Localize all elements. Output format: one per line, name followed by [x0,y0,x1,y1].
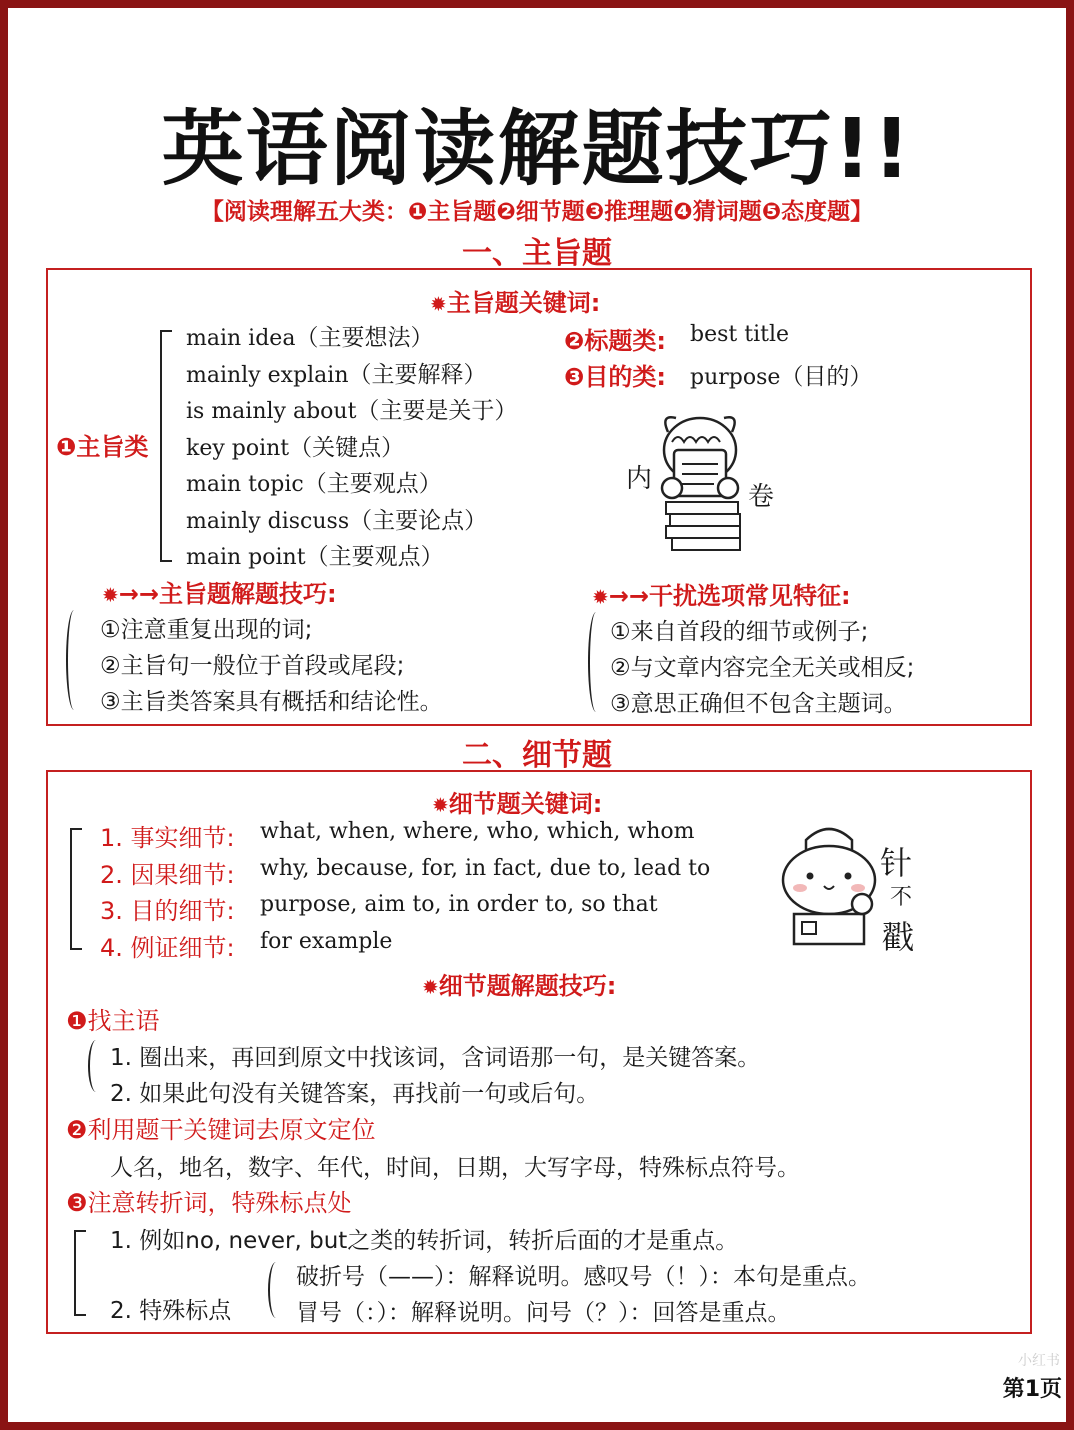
group1-item-cn: （主要论点） [349,507,488,534]
tip-item: ③主旨类答案具有概括和结论性。 [100,689,443,715]
group1-label: ❶主旨类 [56,433,149,461]
t3-head: ❸注意转折词，特殊标点处 [66,1189,352,1217]
group1-item [186,392,517,425]
section2-heading: 二、细节题 [462,738,612,773]
doodle2-char-3: 戳 [882,918,915,956]
watermark: 小红书 [1018,1353,1060,1369]
t1-item-2: 2. 如果此句没有关键答案，再找前一句或后句。 [110,1081,600,1107]
detail-label: 4. 例证细节: [100,933,235,962]
bear-illustration [774,818,884,958]
t3-item-1: 1. 例如no, never, but之类的转折词，转折后面的才是重点。 [110,1228,739,1254]
star-icon: ✹ [102,583,119,607]
doodle1-char-right: 卷 [748,482,775,512]
doodle2-char-1: 针 [880,844,913,882]
section1-keywords-head: ✹主旨题关键词: [430,289,601,317]
t3-paren [268,1262,284,1318]
group1-bracket [160,330,172,562]
distractor-head: ✹→→干扰选项常见特征: [592,582,851,610]
detail-label: 2. 因果细节: [100,860,235,889]
tip-item: ①注意重复出现的词; [100,617,313,643]
star-icon: ✹ [430,292,447,316]
group1-item-en: mainly explain [186,362,349,388]
doodle1-char-left: 内 [626,464,653,494]
group1-item-en: main topic [186,472,304,497]
detail-value: why, because, for, in fact, due to, lead to [260,855,711,881]
distractor-item: ①来自首段的细节或例子; [610,619,869,645]
detail-value: what, when, where, who, which, whom [260,819,695,844]
group1-item-cn: （主要想法） [295,325,434,351]
distractor-item: ③意思正确但不包含主题词。 [610,691,907,717]
group1-item-cn: （主要是关于） [356,398,518,424]
group1-item-cn: （主要观点） [303,471,442,497]
group1-item-en: main point [186,545,306,570]
t1-item-1: 1. 圈出来，再回到原文中找该词，含词语那一句，是关键答案。 [110,1045,761,1071]
t1-head: ❶找主语 [66,1007,160,1035]
group2-en: best title [690,322,789,347]
group1-item-cn: （主要解释） [348,361,487,388]
t3-item-2-label: 2. 特殊标点 [110,1298,232,1324]
group1-item-cn: （关键点） [289,434,405,461]
page-title: 英语阅读解题技巧!! [161,102,913,197]
doodle2-char-2: 不 [890,885,913,910]
group1-item [186,319,433,352]
star-icon: ✹ [592,585,609,609]
group3-text: purpose（目的） [690,364,873,390]
tip-item: ②主旨句一般位于首段或尾段; [100,653,405,679]
group1-item [186,356,487,389]
t1-paren [88,1040,104,1092]
group1-item [186,502,487,535]
group2-label: ❷标题类: [564,327,666,355]
group3-label: ❸目的类: [564,363,666,391]
group1-item [186,538,444,571]
detail-bracket [70,828,82,950]
star-icon: ✹ [432,793,449,817]
t2-text: 人名，地名，数字、年代，时间，日期，大写字母，特殊标点符号。 [110,1155,800,1181]
group1-item-en: mainly discuss [186,508,350,534]
t3-item-2-line-2: 冒号（：）：解释说明。问号（？）：回答是重点。 [296,1300,791,1326]
group1-item-en: main idea [186,326,296,351]
distractor-paren [588,612,604,712]
group1-item-en: key point [186,435,290,461]
t3-bracket [74,1230,86,1316]
tips-paren [66,610,82,710]
detail-label: 3. 目的细节: [100,897,235,925]
detail-value: for example [260,928,393,954]
section2-keywords-head: ✹细节题关键词: [432,790,603,818]
group1-item-cn: （主要观点） [305,544,444,570]
group1-item [186,429,404,462]
section1-heading: 一、主旨题 [462,236,612,271]
detail-label: 1. 事实细节: [100,824,235,852]
subtitle: 【阅读理解五大类：❶主旨题❷细节题❸推理题❹猜词题❺态度题】 [200,199,874,225]
group1-item-en: is mainly about [186,399,357,424]
distractor-item: ②与文章内容完全无关或相反; [610,655,915,681]
tips-head: ✹→→主旨题解题技巧: [102,580,337,608]
section2-tips-head: ✹细节题解题技巧: [422,972,617,1000]
detail-value: purpose, aim to, in order to, so that [260,892,658,917]
star-icon: ✹ [422,975,439,999]
page-number: 第1页 [1002,1377,1062,1402]
t3-item-2-line-1: 破折号（——）：解释说明。感叹号（！）：本句是重点。 [296,1264,871,1290]
group1-item [186,465,442,498]
t2-head: ❷利用题干关键词去原文定位 [66,1116,376,1144]
